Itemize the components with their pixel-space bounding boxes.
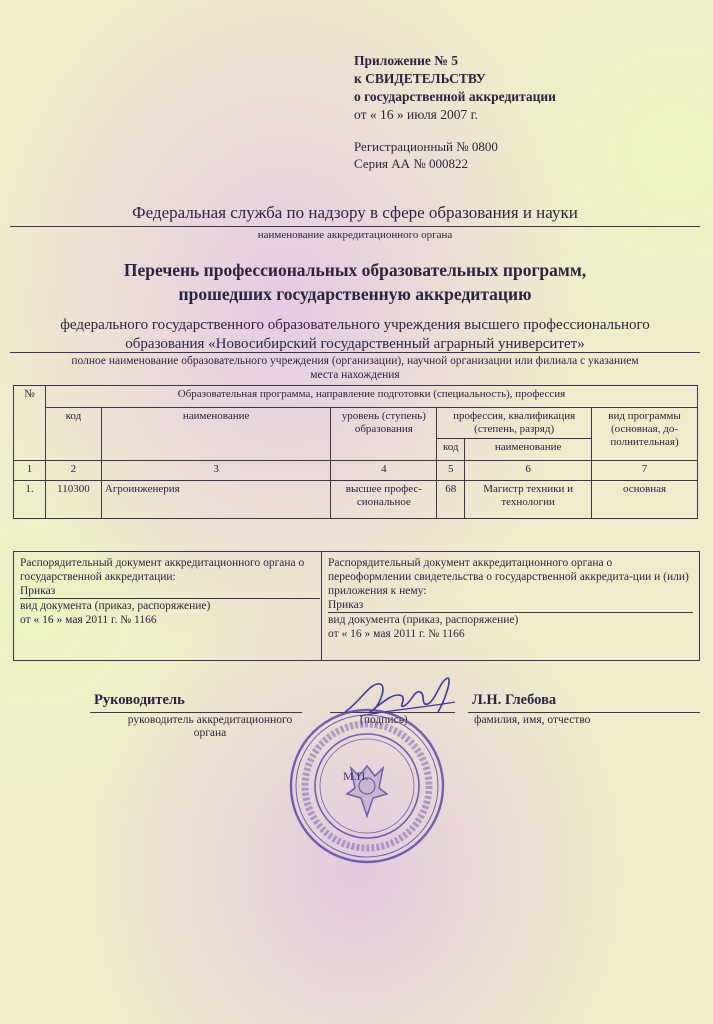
colnum-7: 7 [592,461,698,481]
header-type: вид программы (основная, до-полнительная) [592,408,698,461]
header-level: уровень (ступень) образования [331,408,437,461]
institution-line-2: образования «Новосибирский государственный аграрный университет» [125,336,585,352]
role-underline [90,712,302,713]
accreditation-order-date: от « 16 » мая 2011 г. № 1166 [20,614,157,626]
table-row [14,481,698,519]
document-title [10,258,700,306]
header-program: Образовательная программа, направление подготовки (специальность), профессия [45,386,697,408]
stamp-letters: М.П. [343,769,369,783]
appendix-header [354,52,556,172]
header-qualification: профессия, квалификация (степень, разряд) [437,408,592,439]
programs-table [13,385,698,519]
role-caption: руководитель аккредитационного органа [127,714,293,739]
authority-underline [10,226,700,227]
reissue-order [328,556,693,641]
row-qual-code: 68 [437,481,465,519]
orders-block [13,551,700,661]
reissue-order-type: Приказ [328,598,693,613]
colnum-4: 4 [331,461,437,481]
table-header-row [14,386,698,408]
institution-caption-line-1: полное наименование образовательного учреждения (организации), научной организации или филиала с указанием [71,355,639,367]
registration-number: Регистрационный № 0800 [354,139,498,154]
name-caption: фамилия, имя, отчество [474,714,591,726]
colnum-5: 5 [437,461,465,481]
institution-name [10,316,700,354]
authority-caption: наименование аккредитационного органа [257,229,453,241]
accreditation-order-type: Приказ [20,584,320,599]
signatory-role: Руководитель [94,692,185,708]
header-name: наименование [101,408,331,461]
colnum-2: 2 [45,461,101,481]
institution-underline [10,352,700,353]
signatory-name: Л.Н. Глебова [472,692,557,708]
row-type: основная [592,481,698,519]
colnum-6: 6 [465,461,592,481]
reissue-order-title: Распорядительный документ аккредитационного органа о переоформлении свидетельства о государственной аккредита-ции и (или) приложения к нему: [328,557,689,597]
column-numbers-row [14,461,698,481]
to-certificate: к СВИДЕТЕЛЬСТВУ [354,71,486,86]
series-number: Серия АА № 000822 [354,156,468,171]
accreditation-order-title: Распорядительный документ аккредитационного органа о государственной аккредитации: [20,557,305,583]
accreditation-order-caption: вид документа (приказ, распоряжение) [20,600,211,612]
registration-block [354,138,556,172]
row-num: 1. [14,481,46,519]
row-level: высшее профес-сиональное [331,481,437,519]
institution-caption-line-2: места нахождения [310,369,400,381]
header-qual-code: код [437,439,465,461]
header-qual-name: наименование [465,439,592,461]
reissue-order-caption: вид документа (приказ, распоряжение) [328,614,519,626]
header-code: код [45,408,101,461]
row-qual-name: Магистр техники и технологии [465,481,592,519]
appendix-number: Приложение № 5 [354,53,458,68]
official-stamp-seal [287,706,447,866]
row-name: Агроинженерия [101,481,331,519]
accreditation-order [20,556,320,627]
colnum-1: 1 [14,461,46,481]
orders-divider [321,552,322,660]
name-underline [468,712,700,713]
institution-line-1: федерального государственного образовательного учреждения высшего профессионального [60,317,650,333]
title-line-1: Перечень профессиональных образовательных программ, [123,260,587,280]
institution-caption [10,354,700,382]
authority-name: Федеральная служба по надзору в сфере образования и науки [132,203,578,222]
reissue-order-date: от « 16 » мая 2011 г. № 1166 [328,628,465,640]
title-line-2: прошедших государственную аккредитацию [178,284,532,304]
certificate-date: от « 16 » июля 2007 г. [354,107,479,122]
accreditation-line: о государственной аккредитации [354,89,556,104]
colnum-3: 3 [101,461,331,481]
row-code: 110300 [45,481,101,519]
header-num: № [14,386,46,461]
table-subheader-row [14,408,698,439]
signature-caption: (подпись) [360,714,408,726]
